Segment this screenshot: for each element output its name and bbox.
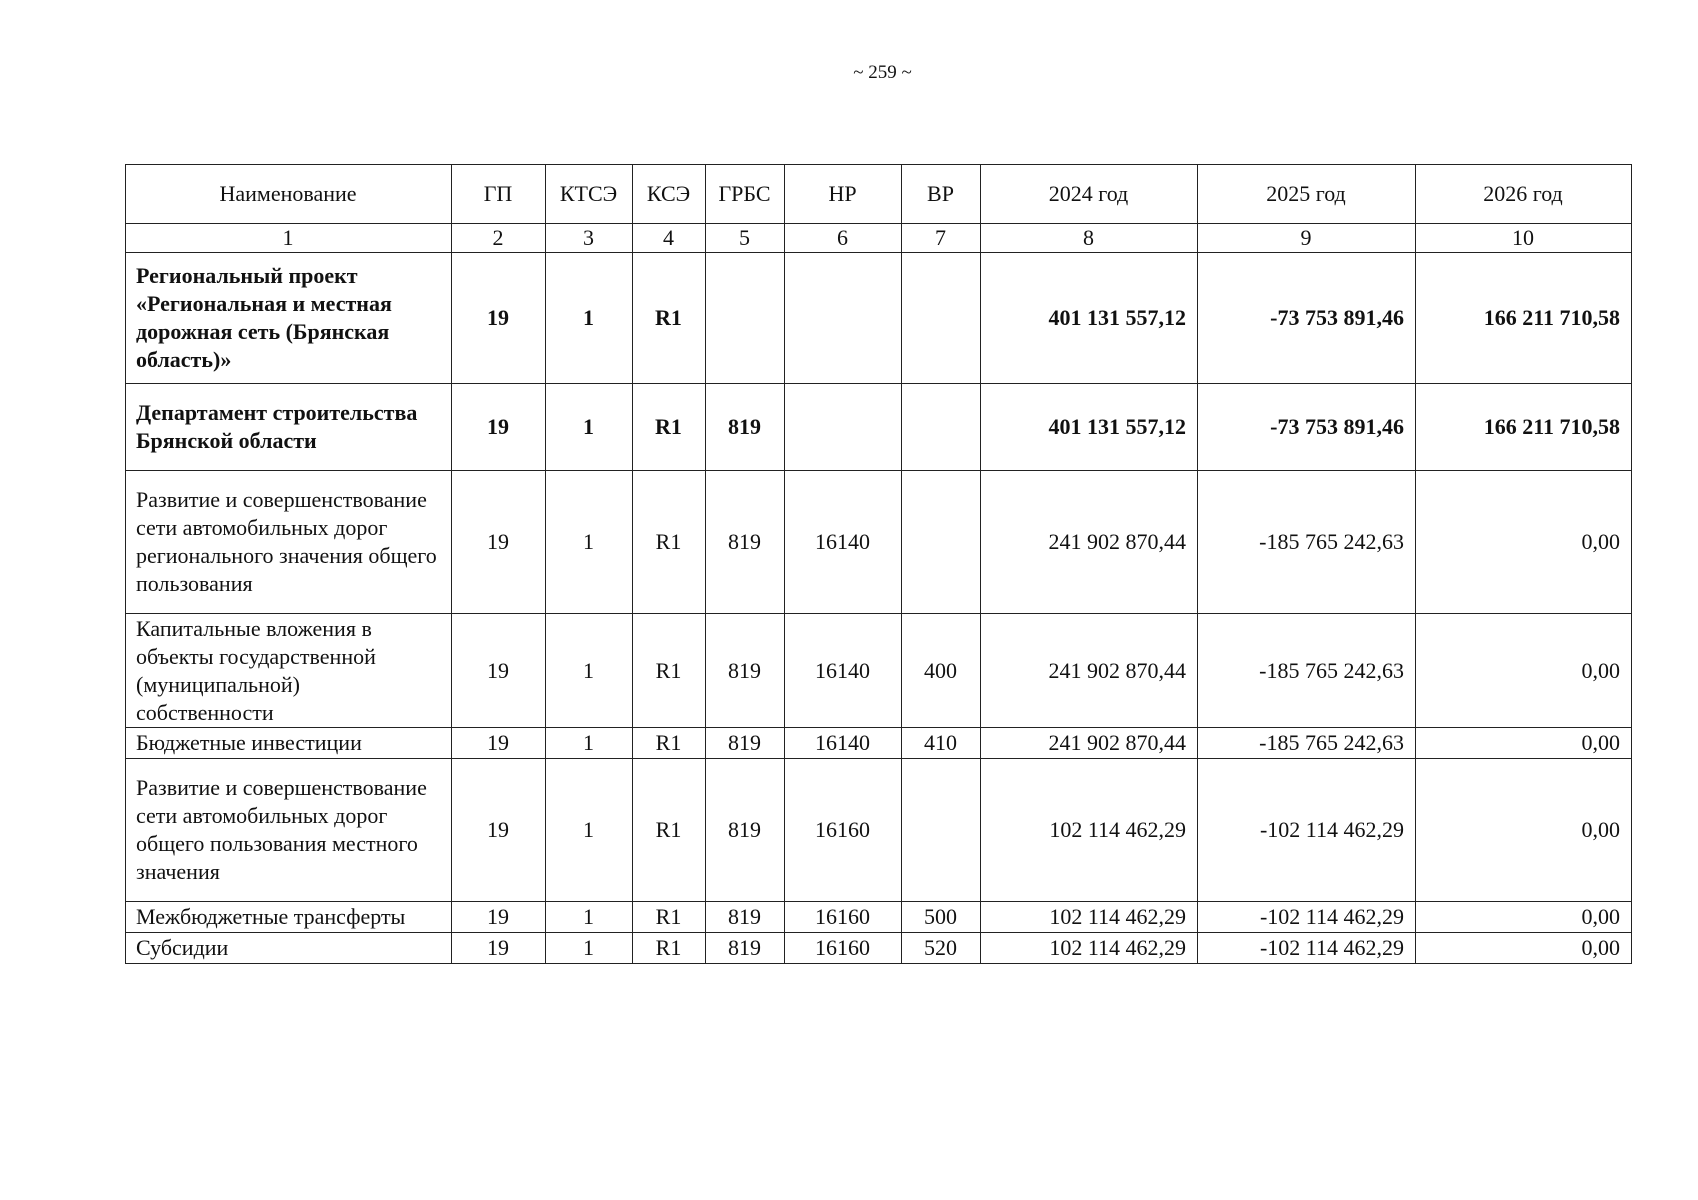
cell-name: Межбюджетные трансферты (126, 902, 452, 933)
cell-nr: 16140 (785, 471, 902, 614)
cell-ktse: 1 (546, 253, 633, 384)
cell-grbs: 819 (706, 728, 785, 759)
column-header-vr: ВР (902, 165, 981, 224)
cell-vr (902, 759, 981, 902)
cell-nr: 16140 (785, 728, 902, 759)
cell-ktse: 1 (546, 471, 633, 614)
cell-nr: 16160 (785, 759, 902, 902)
page-number: ~ 259 ~ (853, 62, 912, 83)
column-header-grbs: ГРБС (706, 165, 785, 224)
cell-2025: -102 114 462,29 (1198, 933, 1416, 964)
column-index: 10 (1416, 224, 1632, 253)
table-row (126, 759, 1632, 902)
cell-2026: 0,00 (1416, 614, 1632, 728)
cell-name: Департамент строительства Брянской области (126, 384, 452, 471)
column-header-2025: 2025 год (1198, 165, 1416, 224)
cell-vr (902, 253, 981, 384)
cell-vr: 520 (902, 933, 981, 964)
cell-kse: R1 (633, 471, 706, 614)
column-index: 9 (1198, 224, 1416, 253)
cell-grbs: 819 (706, 902, 785, 933)
cell-2025: -185 765 242,63 (1198, 614, 1416, 728)
column-header-nr: НР (785, 165, 902, 224)
cell-name: Развитие и совершенствование сети автомобильных дорог общего пользования местного значения (126, 759, 452, 902)
cell-2026: 166 211 710,58 (1416, 384, 1632, 471)
cell-kse: R1 (633, 933, 706, 964)
cell-2026: 0,00 (1416, 759, 1632, 902)
column-index: 4 (633, 224, 706, 253)
cell-2026: 0,00 (1416, 933, 1632, 964)
cell-2025: -73 753 891,46 (1198, 253, 1416, 384)
column-header-kse: КСЭ (633, 165, 706, 224)
cell-2025: -102 114 462,29 (1198, 759, 1416, 902)
cell-2025: -73 753 891,46 (1198, 384, 1416, 471)
cell-vr: 400 (902, 614, 981, 728)
cell-nr (785, 253, 902, 384)
cell-gp: 19 (452, 759, 546, 902)
cell-kse: R1 (633, 614, 706, 728)
cell-2026: 166 211 710,58 (1416, 253, 1632, 384)
cell-name: Развитие и совершенствование сети автомобильных дорог регионального значения общего пользования (126, 471, 452, 614)
cell-2026: 0,00 (1416, 902, 1632, 933)
column-header-ktse: КТСЭ (546, 165, 633, 224)
column-index: 6 (785, 224, 902, 253)
cell-kse: R1 (633, 728, 706, 759)
cell-2024: 401 131 557,12 (981, 384, 1198, 471)
cell-nr: 16160 (785, 933, 902, 964)
cell-grbs: 819 (706, 471, 785, 614)
cell-gp: 19 (452, 384, 546, 471)
cell-2025: -185 765 242,63 (1198, 728, 1416, 759)
cell-ktse: 1 (546, 902, 633, 933)
cell-2024: 241 902 870,44 (981, 614, 1198, 728)
cell-ktse: 1 (546, 614, 633, 728)
table-row (126, 614, 1632, 728)
cell-grbs: 819 (706, 614, 785, 728)
cell-kse: R1 (633, 759, 706, 902)
cell-2024: 102 114 462,29 (981, 759, 1198, 902)
cell-name: Капитальные вложения в объекты государственной (муниципальной) собственности (126, 614, 452, 728)
column-index: 3 (546, 224, 633, 253)
cell-grbs: 819 (706, 933, 785, 964)
table-header-row (126, 165, 1632, 224)
cell-gp: 19 (452, 253, 546, 384)
table-row (126, 471, 1632, 614)
column-index-row (126, 224, 1632, 253)
cell-ktse: 1 (546, 728, 633, 759)
table-row (126, 902, 1632, 933)
cell-kse: R1 (633, 384, 706, 471)
column-header-gp: ГП (452, 165, 546, 224)
column-header-2026: 2026 год (1416, 165, 1632, 224)
cell-name: Региональный проект «Региональная и местная дорожная сеть (Брянская область)» (126, 253, 452, 384)
cell-gp: 19 (452, 902, 546, 933)
cell-kse: R1 (633, 253, 706, 384)
cell-gp: 19 (452, 728, 546, 759)
cell-2026: 0,00 (1416, 728, 1632, 759)
column-header-name: Наименование (126, 165, 452, 224)
cell-name: Бюджетные инвестиции (126, 728, 452, 759)
cell-vr (902, 384, 981, 471)
cell-2024: 241 902 870,44 (981, 728, 1198, 759)
cell-ktse: 1 (546, 384, 633, 471)
table-row (126, 933, 1632, 964)
cell-ktse: 1 (546, 759, 633, 902)
column-header-2024: 2024 год (981, 165, 1198, 224)
cell-grbs: 819 (706, 384, 785, 471)
cell-grbs (706, 253, 785, 384)
cell-vr (902, 471, 981, 614)
cell-gp: 19 (452, 471, 546, 614)
column-index: 1 (126, 224, 452, 253)
column-index: 5 (706, 224, 785, 253)
cell-2025: -185 765 242,63 (1198, 471, 1416, 614)
cell-2025: -102 114 462,29 (1198, 902, 1416, 933)
cell-nr: 16160 (785, 902, 902, 933)
column-index: 7 (902, 224, 981, 253)
cell-2024: 401 131 557,12 (981, 253, 1198, 384)
cell-ktse: 1 (546, 933, 633, 964)
cell-2024: 241 902 870,44 (981, 471, 1198, 614)
budget-table (125, 164, 1632, 964)
cell-2024: 102 114 462,29 (981, 933, 1198, 964)
cell-gp: 19 (452, 614, 546, 728)
table-row (126, 253, 1632, 384)
cell-2026: 0,00 (1416, 471, 1632, 614)
table-row (126, 384, 1632, 471)
column-index: 2 (452, 224, 546, 253)
cell-2024: 102 114 462,29 (981, 902, 1198, 933)
cell-name: Субсидии (126, 933, 452, 964)
cell-kse: R1 (633, 902, 706, 933)
cell-vr: 500 (902, 902, 981, 933)
cell-nr (785, 384, 902, 471)
cell-grbs: 819 (706, 759, 785, 902)
cell-vr: 410 (902, 728, 981, 759)
cell-gp: 19 (452, 933, 546, 964)
column-index: 8 (981, 224, 1198, 253)
table-row (126, 728, 1632, 759)
cell-nr: 16140 (785, 614, 902, 728)
